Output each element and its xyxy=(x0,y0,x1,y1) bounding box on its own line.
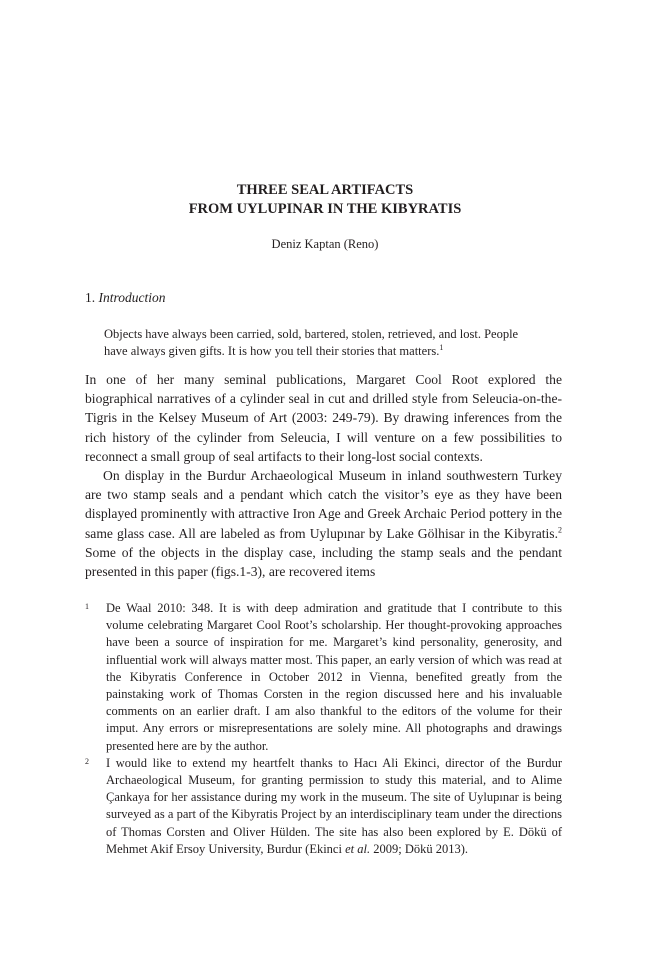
footnotes xyxy=(85,600,562,858)
epigraph xyxy=(104,326,564,360)
section-heading xyxy=(85,290,166,306)
footnote-text-part-2: 2009; Dökü 2013). xyxy=(370,841,469,856)
footnote-text xyxy=(106,755,562,858)
footnote-text: De Waal 2010: 348. It is with deep admiration and gratitude that I contribute to this volume celebrating Margaret Cool Root’s scholarship. Her thought-provoking approaches have been a source of inspiration for me. Margaret’s kind personality, generosity, and influential work will always matter most. This paper, an early version of which was read at the Kibyratis Conference in October 2012 in Vienna, benefited greatly from the painstaking work of Thomas Corsten in the region discussed here and his invaluable comments on an earlier draft. I am also thankful to the editors of the volume for their imput. Any errors or misrepresentations are solely mine. All photographs and drawings presented here are by the author. xyxy=(106,601,562,753)
footnote-1 xyxy=(85,600,562,755)
footnote-ref-2[interactable]: 2 xyxy=(558,525,562,535)
footnote-2 xyxy=(85,755,562,858)
author-line: Deniz Kaptan (Reno) xyxy=(271,237,379,251)
epigraph-line-2-text: have always given gifts. It is how you tell their stories that matters. xyxy=(104,344,440,358)
body-paragraph-2 xyxy=(85,466,562,581)
body-paragraph-1: In one of her many seminal publications, Margaret Cool Root explored the biographical narratives of a cylinder seal in cut and drilled style from Seleucia-on-the-Tigris in the Kelsey Museum of Art (2003: 249-79). By drawing inferences from the rich history of the cylinder from Seleucia, I will venture on a few possibilities to reconnect a small group of seal artifacts to their long-lost social contexts. xyxy=(85,372,562,464)
epigraph-line-1: Objects have always been carried, sold, bartered, stolen, retrieved, and lost. People xyxy=(104,327,519,341)
footnote-text-part-1: I would like to extend my heartfelt thanks to Hacı Ali Ekinci, director of the Burdur Archaeological Museum, for granting permission to study this material, and to Alime Çankaya for her assistance during my work in the museum. The site of Uylupınar is being surveyed as a part of the Kibyratis Project by an interdisciplinary team under the directions of Thomas Corsten and Oliver Hülden. The site has also been explored by E. Dökü of Mehmet Akif Ersoy University, Burdur (Ekinci xyxy=(106,755,562,856)
body-paragraph-2-part-1: On display in the Burdur Archaeological Museum in inland southwestern Turkey are two stamp seals and a pendant which catch the visitor’s eye as they have been displayed prominently with attractive Iron Age and Greek Archaic Period pottery in the same glass case. All are labeled as from Uylupınar by Lake Gölhisar in the Kibyratis. xyxy=(85,468,562,541)
section-number: 1. xyxy=(85,290,96,305)
footnote-ref-1[interactable]: 1 xyxy=(439,342,444,352)
footnote-text-italic: et al. xyxy=(345,841,371,856)
footnote-marker: 2 xyxy=(85,756,89,766)
body-paragraph-2-part-2: Some of the objects in the display case, including the stamp seals and the pendant presented in this paper (figs.1-3), are recovered items xyxy=(85,544,562,580)
section-title: Introduction xyxy=(98,290,166,305)
paper-title xyxy=(0,181,650,219)
epigraph-line-2 xyxy=(104,343,564,360)
body-text xyxy=(85,370,562,581)
title-line-2: FROM UYLUPINAR IN THE KIBYRATIS xyxy=(188,201,462,217)
title-line-1: THREE SEAL ARTIFACTS xyxy=(236,182,414,198)
footnote-marker: 1 xyxy=(85,602,89,611)
